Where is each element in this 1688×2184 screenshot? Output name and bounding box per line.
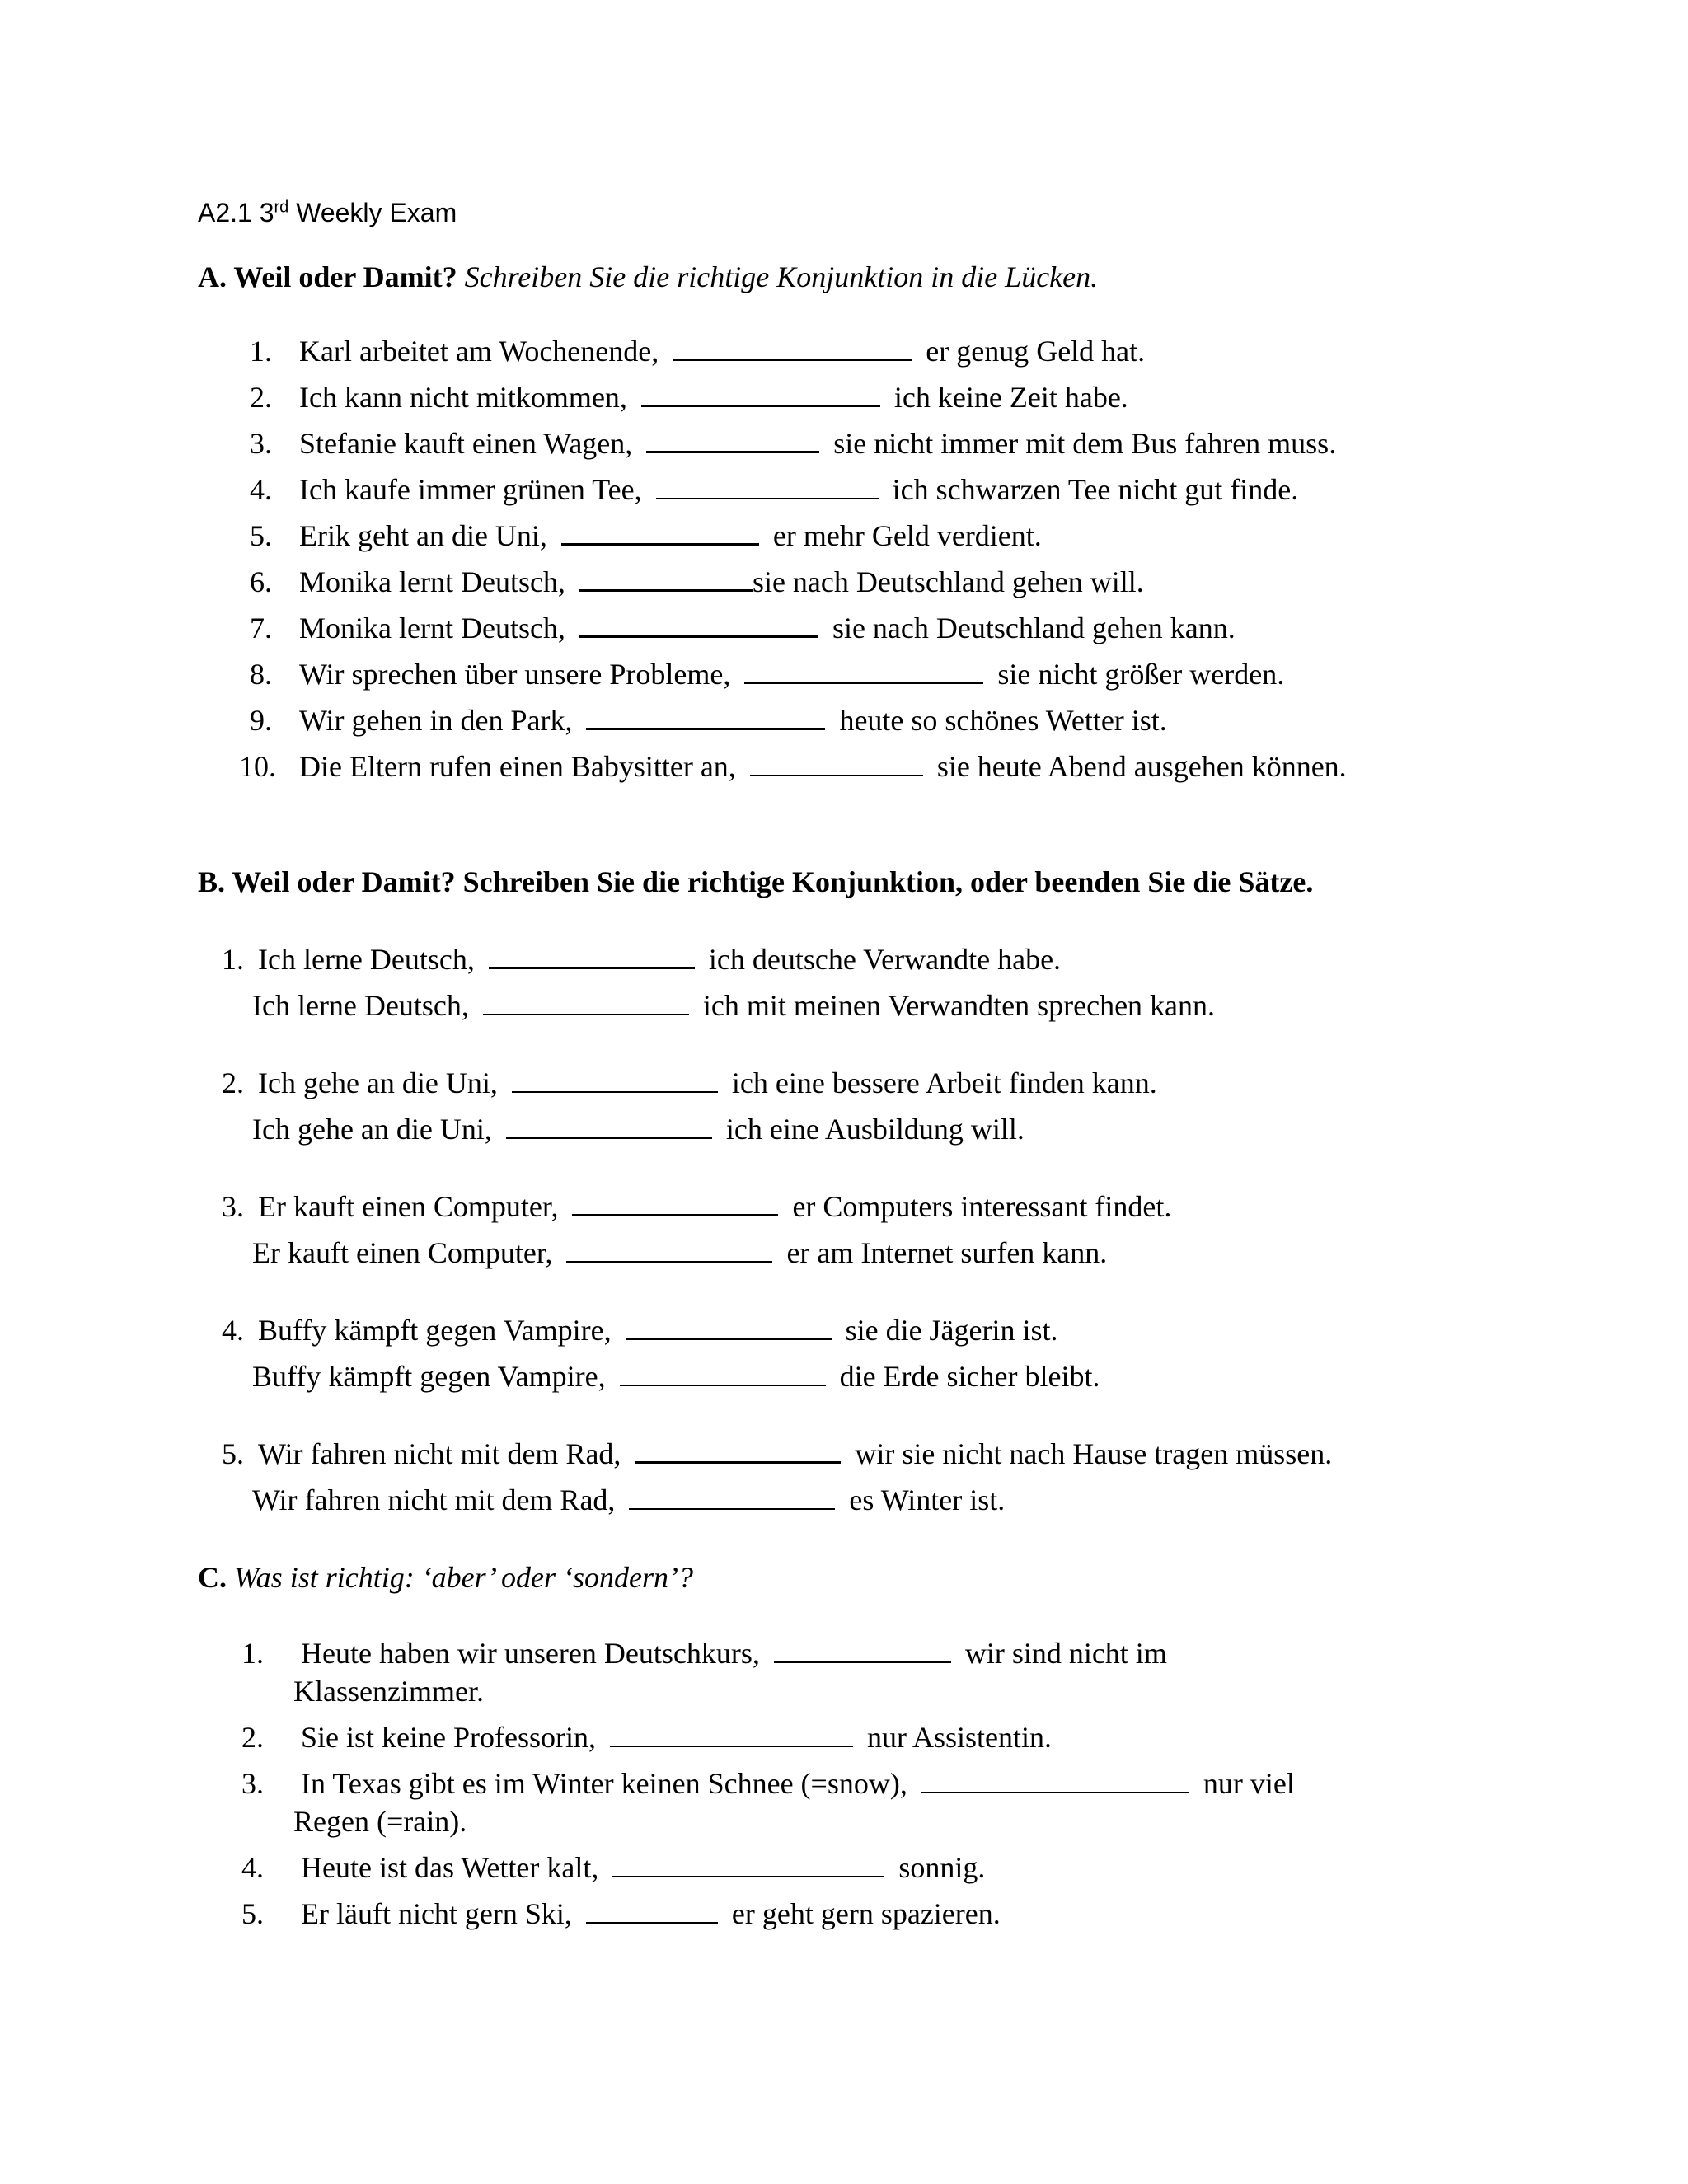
answer-blank[interactable]	[744, 658, 983, 684]
answer-blank[interactable]	[646, 426, 819, 453]
item-number: 8.	[250, 658, 272, 691]
item-text-after: es Winter ist.	[849, 1483, 1006, 1516]
item-text-before: Heute haben wir unseren Deutschkurs,	[301, 1637, 760, 1670]
item-text-after: ich eine bessere Arbeit finden kann.	[731, 1066, 1157, 1099]
item-text-before: Er läuft nicht gern Ski,	[301, 1897, 572, 1930]
section-a-item-7	[239, 608, 1236, 648]
item-text-after: ich keine Zeit habe.	[893, 381, 1128, 414]
section-b-group-5-line-1	[219, 1434, 1332, 1474]
answer-blank[interactable]	[626, 1313, 832, 1340]
item-number: 3.	[250, 427, 272, 460]
section-b-group-4-line-1	[219, 1310, 1058, 1350]
section-c-item-4	[239, 1848, 985, 1887]
answer-blank[interactable]	[656, 473, 879, 499]
item-text-after: wir sie nicht nach Hause tragen müssen.	[855, 1437, 1333, 1470]
item-number: 1.	[241, 1637, 264, 1670]
answer-blank[interactable]	[750, 750, 923, 776]
answer-blank[interactable]	[572, 1189, 778, 1216]
item-number: 1.	[222, 943, 244, 976]
item-text-before: Die Eltern rufen einen Babysitter an,	[299, 750, 736, 783]
item-number: 10.	[239, 750, 276, 783]
answer-blank[interactable]	[921, 1767, 1189, 1793]
section-a-item-2	[239, 377, 1128, 417]
item-number: 2.	[250, 381, 272, 414]
answer-blank[interactable]	[586, 703, 825, 730]
item-number: 4.	[250, 473, 272, 506]
item-text-after: heute so schönes Wetter ist.	[839, 704, 1167, 737]
item-text-continuation: Regen (=rain).	[293, 1805, 467, 1838]
section-c-item-2	[239, 1718, 1052, 1757]
item-text-before: Monika lernt Deutsch,	[299, 565, 565, 598]
item-text-before: In Texas gibt es im Winter keinen Schnee (=snow),	[301, 1767, 907, 1800]
item-number: 3.	[241, 1767, 264, 1800]
section-a-item-5	[239, 516, 1042, 555]
answer-blank[interactable]	[506, 1113, 712, 1139]
exam-title-prefix: A2.1 3	[198, 198, 274, 227]
answer-blank[interactable]	[586, 1897, 718, 1924]
item-text-after: nur Assistentin.	[866, 1721, 1052, 1754]
item-number: 4.	[222, 1314, 244, 1347]
item-text-before: Ich lerne Deutsch,	[252, 989, 469, 1022]
section-b-group-3-line-2	[252, 1233, 1107, 1272]
item-text-after: ich mit meinen Verwandten sprechen kann.	[702, 989, 1216, 1022]
item-number: 6.	[250, 565, 272, 598]
item-text-after: nur viel	[1203, 1767, 1295, 1800]
section-c-label: C.	[198, 1561, 227, 1594]
item-text-before: Monika lernt Deutsch,	[299, 612, 565, 644]
section-b-group-2-line-2	[252, 1109, 1025, 1149]
item-text-after: er Computers interessant findet.	[792, 1190, 1172, 1223]
answer-blank[interactable]	[566, 1236, 772, 1263]
answer-blank[interactable]	[489, 942, 695, 969]
item-number: 3.	[222, 1190, 244, 1223]
item-text-after: ich eine Ausbildung will.	[725, 1113, 1025, 1146]
exam-title-sup: rd	[274, 198, 289, 217]
item-text-after: ich deutsche Verwandte habe.	[708, 943, 1062, 976]
item-text-before: Stefanie kauft einen Wagen,	[299, 427, 633, 460]
section-b-group-4-line-2	[252, 1357, 1100, 1396]
section-a-item-6	[239, 562, 1144, 602]
item-text-before: Wir fahren nicht mit dem Rad,	[252, 1483, 616, 1516]
item-text-before: Ich kann nicht mitkommen,	[299, 381, 627, 414]
item-text-before: Wir gehen in den Park,	[299, 704, 573, 737]
item-text-after: die Erde sicher bleibt.	[839, 1360, 1100, 1393]
answer-blank[interactable]	[629, 1483, 835, 1510]
section-b-group-1-line-2	[252, 986, 1215, 1025]
section-b-group-5-line-2	[252, 1480, 1005, 1520]
item-number: 1.	[250, 335, 272, 368]
section-a-label: A. Weil oder Damit?	[198, 260, 457, 293]
section-a-item-3	[239, 424, 1336, 463]
item-number: 5.	[250, 519, 272, 552]
item-number: 2.	[241, 1721, 264, 1754]
section-c-heading	[198, 1558, 693, 1597]
section-c-item-1-continuation	[293, 1671, 484, 1711]
item-text-after: ich schwarzen Tee nicht gut finde.	[892, 473, 1299, 506]
item-text-after: sie nach Deutschland gehen kann.	[832, 612, 1236, 644]
item-text-after: sie nach Deutschland gehen will.	[752, 565, 1144, 598]
item-text-after: wir sind nicht im	[964, 1637, 1167, 1670]
section-c-item-3	[239, 1764, 1295, 1803]
item-number: 4.	[241, 1851, 264, 1884]
section-b-label: B. Weil oder Damit? Schreiben Sie die richtige Konjunktion, oder beenden Sie die Sätze.	[198, 865, 1314, 898]
item-text-after: er genug Geld hat.	[926, 335, 1146, 368]
item-text-after: sie nicht immer mit dem Bus fahren muss.	[833, 427, 1337, 460]
exam-title	[198, 194, 457, 231]
item-number: 7.	[250, 612, 272, 644]
item-number: 2.	[222, 1066, 244, 1099]
section-b-group-3-line-1	[219, 1187, 1171, 1226]
item-text-before: Buffy kämpft gegen Vampire,	[258, 1314, 612, 1347]
answer-blank[interactable]	[561, 518, 759, 546]
item-text-before: Ich lerne Deutsch,	[258, 943, 475, 976]
item-text-before: Buffy kämpft gegen Vampire,	[252, 1360, 606, 1393]
item-text-after: sonnig.	[898, 1851, 986, 1884]
item-text-after: sie die Jägerin ist.	[845, 1314, 1058, 1347]
item-text-before: Karl arbeitet am Wochenende,	[299, 335, 659, 368]
item-text-before: Heute ist das Wetter kalt,	[301, 1851, 599, 1884]
section-b-group-2-line-1	[219, 1063, 1157, 1103]
answer-blank[interactable]	[635, 1436, 841, 1464]
answer-blank[interactable]	[579, 565, 753, 592]
section-c-instruction: Was ist richtig: ‘aber’ oder ‘sondern’?	[234, 1561, 693, 1594]
item-text-after: er geht gern spazieren.	[731, 1897, 1001, 1930]
item-text-before: Erik geht an die Uni,	[299, 519, 547, 552]
section-a-item-10	[239, 747, 1347, 786]
item-number: 9.	[250, 704, 272, 737]
answer-blank[interactable]	[673, 334, 912, 361]
section-a-item-4	[239, 470, 1298, 509]
exam-title-suffix: Weekly Exam	[288, 198, 457, 227]
item-text-after: er am Internet surfen kann.	[786, 1236, 1108, 1269]
answer-blank[interactable]	[483, 989, 689, 1015]
answer-blank[interactable]	[612, 1851, 884, 1877]
item-text-before: Wir fahren nicht mit dem Rad,	[258, 1437, 621, 1470]
item-text-before: Ich kaufe immer grünen Tee,	[299, 473, 642, 506]
section-c-item-5	[239, 1894, 1001, 1933]
answer-blank[interactable]	[620, 1360, 826, 1386]
item-text-after: sie heute Abend ausgehen können.	[936, 750, 1347, 783]
item-text-before: Er kauft einen Computer,	[258, 1190, 559, 1223]
item-text-before: Ich gehe an die Uni,	[252, 1113, 492, 1146]
answer-blank[interactable]	[579, 611, 818, 638]
section-a-item-8	[239, 654, 1284, 694]
section-c-item-1	[239, 1633, 1167, 1673]
section-b-group-1-line-1	[219, 940, 1061, 979]
section-a-heading	[198, 257, 1098, 297]
answer-blank[interactable]	[774, 1637, 951, 1663]
item-text-before: Ich gehe an die Uni,	[258, 1066, 498, 1099]
item-text-after: er mehr Geld verdient.	[772, 519, 1042, 552]
section-a-item-9	[239, 701, 1167, 740]
answer-blank[interactable]	[641, 381, 880, 407]
item-text-before: Er kauft einen Computer,	[252, 1236, 553, 1269]
answer-blank[interactable]	[512, 1066, 718, 1093]
section-a-item-1	[239, 331, 1145, 371]
section-a-instruction: Schreiben Sie die richtige Konjunktion in die Lücken.	[464, 260, 1099, 293]
item-text-before: Wir sprechen über unsere Probleme,	[299, 658, 731, 691]
answer-blank[interactable]	[610, 1721, 853, 1747]
item-text-before: Sie ist keine Professorin,	[301, 1721, 596, 1754]
item-text-continuation: Klassenzimmer.	[293, 1675, 484, 1708]
section-b-heading	[198, 862, 1313, 902]
item-number: 5.	[241, 1897, 264, 1930]
item-text-after: sie nicht größer werden.	[997, 658, 1285, 691]
item-number: 5.	[222, 1437, 244, 1470]
section-c-item-3-continuation	[293, 1802, 467, 1841]
